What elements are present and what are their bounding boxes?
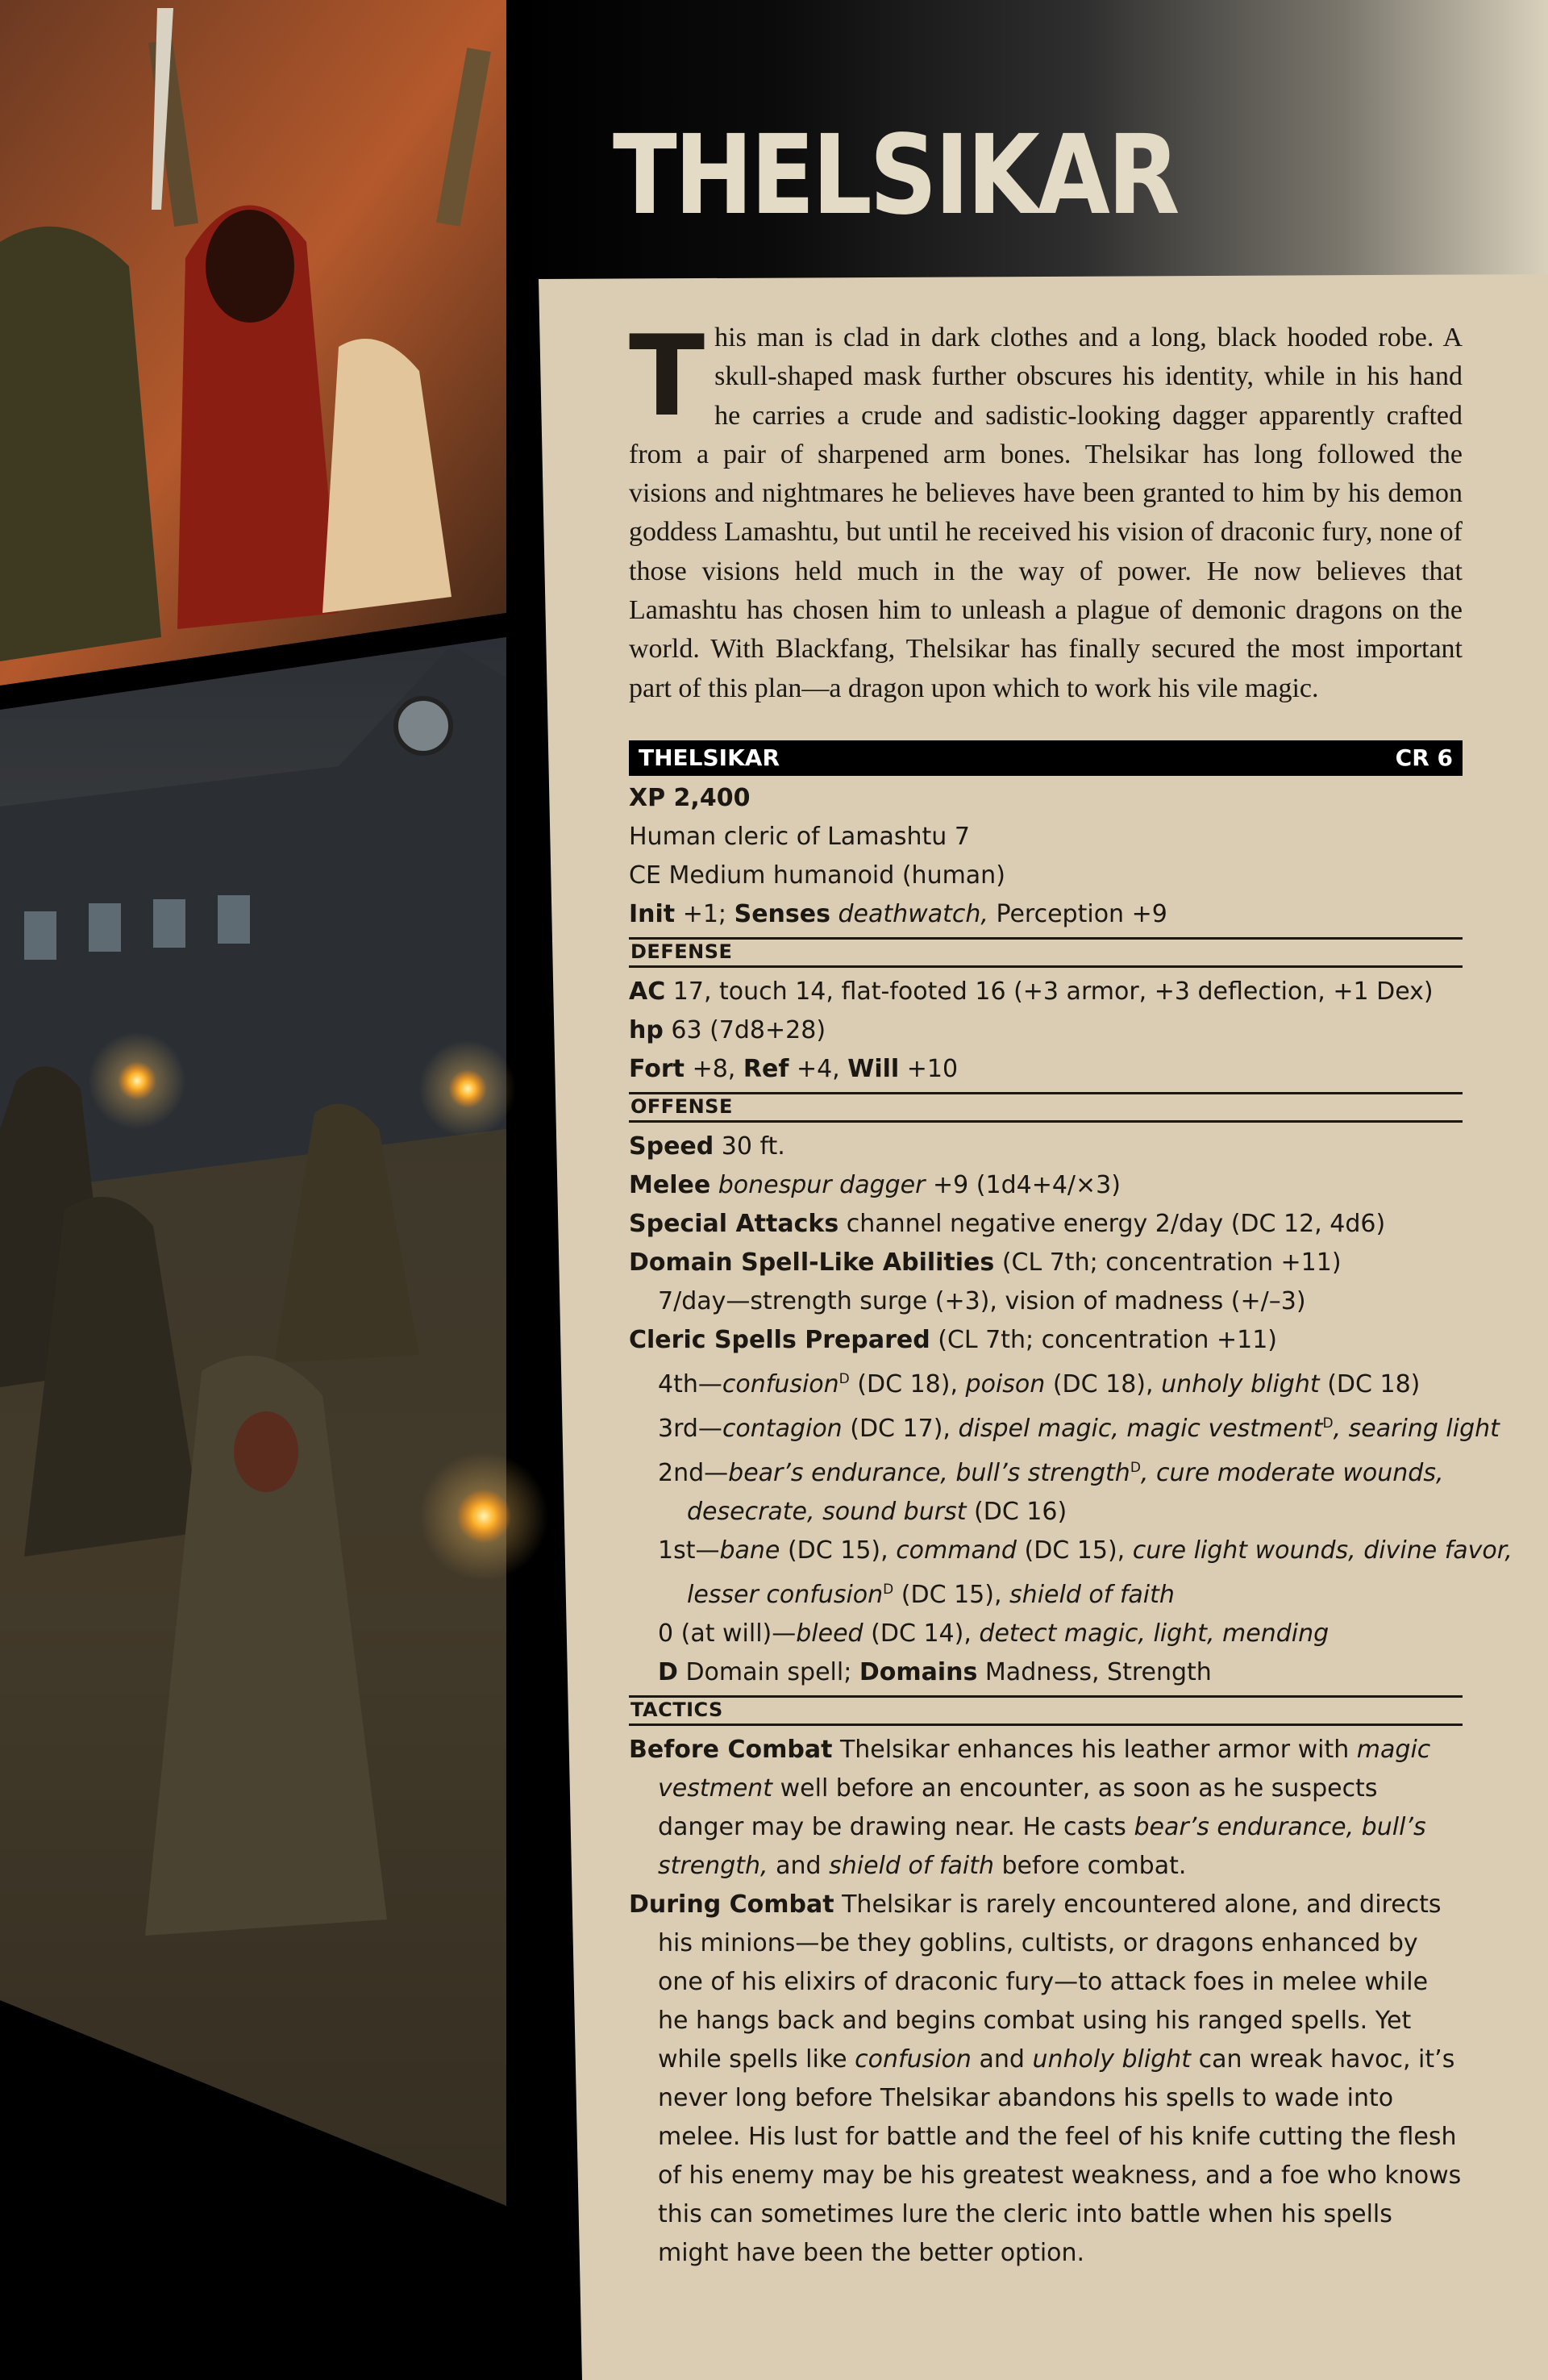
spells-2nd-cont: desecrate, sound burst (DC 16) [687,1497,1067,1526]
spells-0: 0 (at will)—bleed (DC 14), detect magic, light, mending [658,1619,1330,1648]
spells-1st: 1st—bane (DC 15), command (DC 15), cure light wounds, divine favor, [658,1536,1513,1565]
defense-section-header: DEFENSE [629,937,1463,968]
spells-prepared-line: Cleric Spells Prepared (CL 7th; concentration +11) [629,1325,1277,1354]
intro-text: his man is clad in dark clothes and a long, black hooded robe. A skull-shaped mask further obscures his identity, while in his hand he carries a crude and sadistic-looking dagger apparently crafted from a pair of sharpened arm bones. Thelsikar has long followed the visions and nightmares he believes have been granted to him by his demon goddess Lamashtu, but until he received his vision of draconic fury, none of those visions held much in the way of power. He now believes that Lamashtu has chosen him to unleash a plague of demonic dragons on the world. With Blackfang, Thelsikar has finally secured the most important part of this plan—a dragon upon which to work his vile magic. [629,323,1463,703]
page-title: THELSIKAR [613,112,1178,240]
domains-line: D Domain spell; Domains Madness, Strength [658,1657,1212,1686]
cultist-illustration [0,0,613,2380]
content-area [629,311,1513,2273]
type-line: CE Medium humanoid (human) [629,861,1005,890]
speed-line: Speed 30 ft. [629,1132,785,1161]
spells-3rd: 3rd—contagion (DC 17), dispel magic, magic vestment$^D$, searing light [658,1414,1500,1443]
drop-cap: T [629,311,705,441]
challenge-rating: CR 6 [1395,744,1453,771]
init-senses-line: Init +1; Senses deathwatch, Perception +9 [629,899,1167,928]
xp-line: XP 2,400 [629,783,751,812]
artwork-column [0,0,613,2380]
before-combat-paragraph: Before Combat Thelsikar enhances his leather armor with magic vestment well before an encounter, as soon as he suspects danger may be drawing near. He casts bear’s endurance, bull’s strength, and shield of faith before combat. [629,1735,1431,1880]
special-attacks-line: Special Attacks channel negative energy 2/day (DC 12, 4d6) [629,1209,1386,1238]
stat-block [629,740,1513,2273]
stat-block-header [629,740,1463,776]
race-class-line: Human cleric of Lamashtu 7 [629,822,970,851]
spells-4th: 4th—confusion$^D$ (DC 18), poison (DC 18), unholy blight (DC 18) [658,1369,1421,1398]
offense-section-header: OFFENSE [629,1092,1463,1123]
intro-paragraph [629,311,1463,708]
spells-1st-cont: lesser confusion$^D$ (DC 15), shield of faith [687,1580,1175,1609]
saves-line: Fort +8, Ref +4, Will +10 [629,1054,959,1083]
during-combat-paragraph: During Combat Thelsikar is rarely encountered alone, and directs his minions—be they goblins, cultists, or dragons enhanced by one of his elixirs of draconic fury—to attack foes in melee while he hangs back and begins combat using his ranged spells. Yet while spells like confusion and unholy blight can wreak havoc, it’s never long before Thelsikar abandons his spells to wade into melee. His lust for battle and the feel of his knife cutting the flesh of his enemy may be his greatest weakness, and a foe who knows this can sometimes lure the cleric into battle when his spells might have been the better option. [629,1890,1462,2267]
domain-sla-detail: 7/day—strength surge (+3), vision of madness (+/–3) [658,1286,1306,1315]
tactics-section-header: TACTICS [629,1695,1463,1726]
hp-line: hp 63 (7d8+28) [629,1015,826,1044]
stat-block-name: THELSIKAR [639,744,780,771]
domain-sla-line: Domain Spell-Like Abilities (CL 7th; concentration +11) [629,1248,1342,1277]
spells-2nd: 2nd—bear’s endurance, bull’s strength$^D$, cure moderate wounds, [658,1458,1444,1487]
ac-line: AC 17, touch 14, flat-footed 16 (+3 armor, +3 deflection, +1 Dex) [629,977,1434,1006]
melee-line: Melee bonespur dagger +9 (1d4+4/×3) [629,1170,1121,1199]
